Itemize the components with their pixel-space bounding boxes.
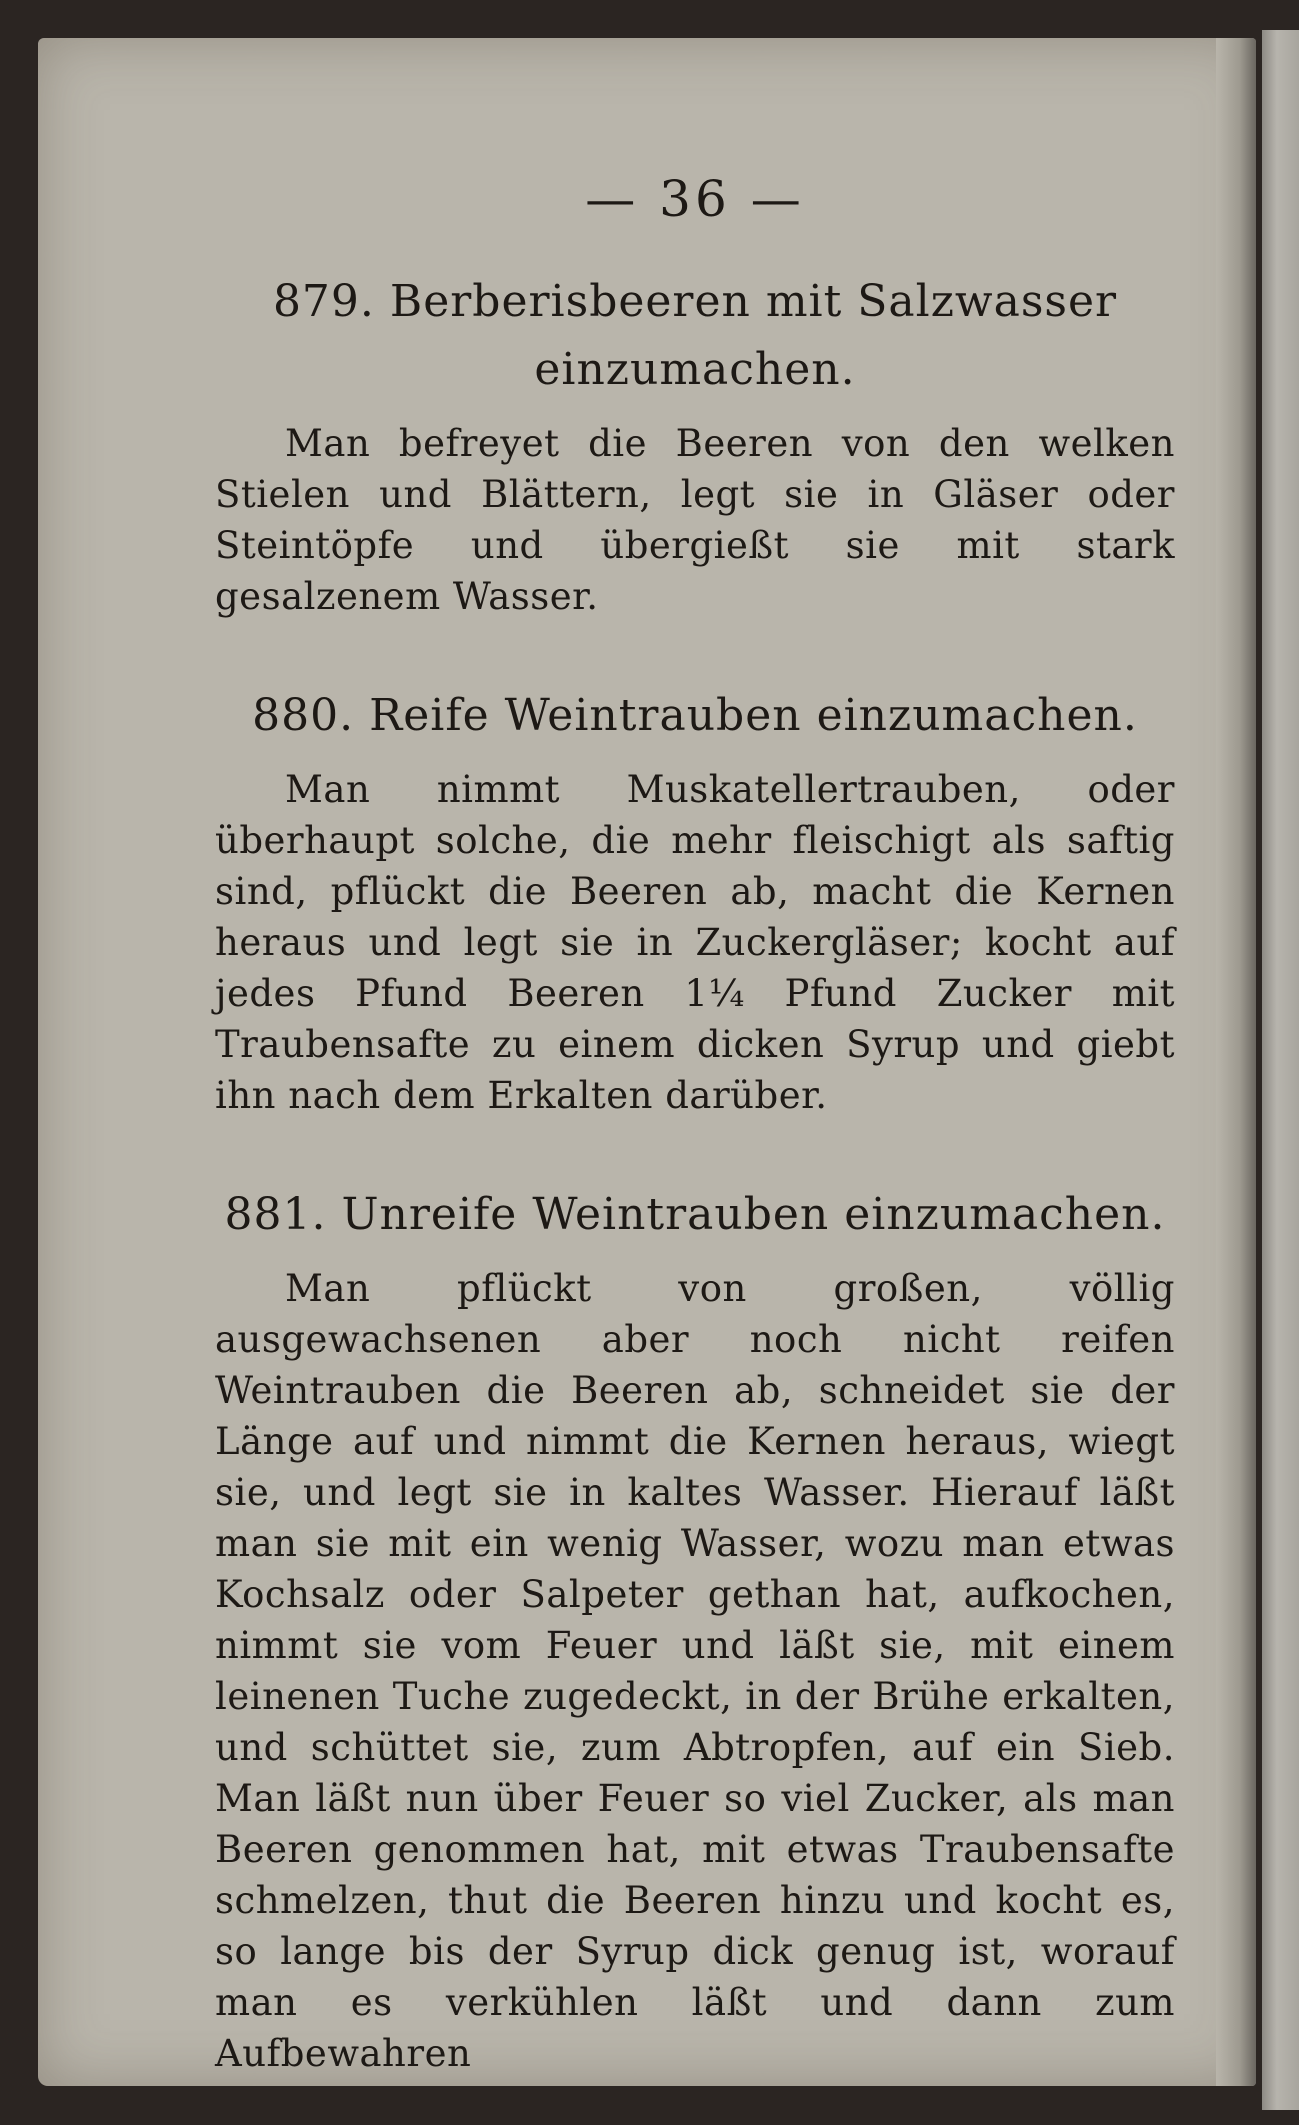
page-text	[215, 170, 1175, 2079]
recipe-880	[215, 682, 1175, 1121]
recipe-body: Man pflückt von großen, völlig ausgewachsenen aber noch nicht reifen Weintrauben die Beeren ab, schneidet sie der Länge auf und nimmt die Kernen heraus, wiegt sie, und legt sie in kaltes Wasser. Hierauf läßt man sie mit ein wenig Wasser, wozu man etwas Kochsalz oder Salpeter gethan hat, aufkochen, nimmt sie vom Feuer und läßt sie, mit einem leinenen Tuche zugedeckt, in der Brühe erkalten, und schüttet sie, zum Abtropfen, auf ein Sieb. Man läßt nun über Feuer so viel Zucker, als man Beeren genommen hat, mit etwas Traubensafte schmelzen, thut die Beeren hinzu und kocht es, so lange bis der Syrup dick genug ist, worauf man es verkühlen läßt und dann zum Aufbewahren	[215, 1267, 1175, 2075]
recipe-heading: 879. Berberisbeeren mit Salzwasser einzumachen.	[272, 276, 1118, 395]
recipe-body: Man befreyet die Beeren von den welken Stielen und Blättern, legt sie in Gläser oder Steintöpfe und übergießt sie mit stark gesalzenem Wasser.	[215, 422, 1175, 618]
page-number: — 36 —	[585, 170, 805, 228]
page-gutter-shadow	[1216, 38, 1256, 2086]
recipe-heading: 881. Unreife Weintrauben einzumachen.	[224, 1189, 1166, 1240]
recipe-heading: 880. Reife Weintrauben einzumachen.	[252, 690, 1138, 741]
recipe-879	[215, 268, 1175, 622]
recipe-body: Man nimmt Muskatellertrauben, oder überhaupt solche, die mehr fleischigt als saftig sind, pflückt die Beeren ab, macht die Kernen heraus und legt sie in Zuckergläser; kocht auf jedes Pfund Beeren 1¼ Pfund Zucker mit Traubensafte zu einem dicken Syrup und giebt ihn nach dem Erkalten darüber.	[215, 768, 1175, 1117]
adjacent-page-edge	[1262, 30, 1299, 2110]
recipe-881	[215, 1181, 1175, 2079]
